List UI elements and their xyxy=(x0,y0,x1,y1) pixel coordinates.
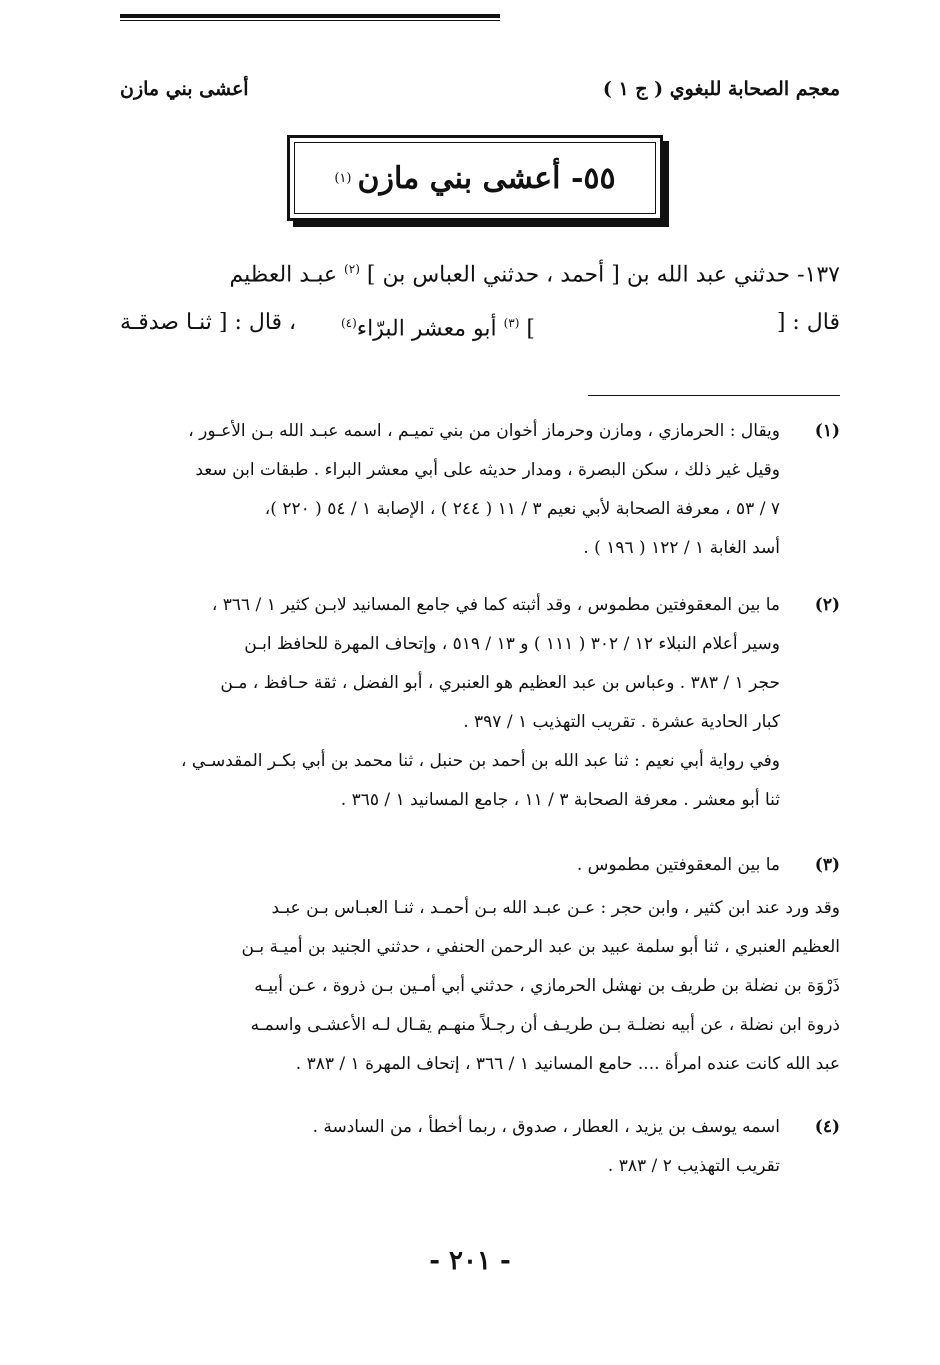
footnote-1-line: أسد الغابة ١ / ١٢٢ ( ١٩٦ ) . xyxy=(583,538,780,558)
footnote-2-line: ثنا أبو معشر . معرفة الصحابة ٣ / ١١ ، جامع المسانيد ١ / ٣٦٥ . xyxy=(340,790,780,810)
hadith-line-2-a: قال : [ xyxy=(776,310,840,335)
hadith-note-4: (٤) xyxy=(340,316,357,330)
footnote-3-line: ما بين المعقوفتين مطموس . xyxy=(576,855,780,875)
running-header xyxy=(120,78,840,114)
footnote-4-line: اسمه يوسف بن يزيد ، العطار ، صدوق ، ربما أخطأ ، من السادسة . xyxy=(312,1117,780,1137)
footnote-3-extra-line: عبد الله كانت عنده امرأة .... حامع المسانيد ١ / ٣٦٦ ، إتحاف المهرة ١ / ٣٨٣ . xyxy=(295,1054,840,1074)
footnote-1-line: وقيل غير ذلك ، سكن البصرة ، ومدار حديثه على أبي معشر البراء . طبقات ابن سعد xyxy=(195,460,780,480)
footnote-3-extra-line: وقد ورد عند ابن كثير ، وابن حجر : عـن عبـد الله بـن أحمـد ، ثنـا العبـاس بـن عبـد xyxy=(271,898,840,918)
footnote-1-line: ويقال : الحرمازي ، ومازن وحرماز أخوان من بني تميـم ، اسمه عبـد الله بـن الأعـور ، xyxy=(188,421,780,441)
footnote-2-line: حجر ١ / ٣٨٣ . وعباس بن عبد العظيم هو العنبري ، أبو الفضل ، ثقة حـافظ ، مـن xyxy=(220,673,780,693)
hadith-note-2: (٢) xyxy=(344,262,360,276)
footnote-4-line: تقريب التهذيب ٢ / ٣٨٣ . xyxy=(607,1156,780,1176)
footnote-2-line: ما بين المعقوفتين مطموس ، وقد أثبته كما في جامع المسانيد لابـن كثير ١ / ٣٦٦ ، xyxy=(211,595,780,615)
header-chapter-title: أعشى بني مازن xyxy=(120,78,249,100)
entry-title-box xyxy=(287,135,663,221)
footnote-3-extra-line: العظيم العنبري ، ثنا أبو سلمة عبيد بن عبد الرحمن الحنفي ، حدثني الجنيد بن أميـة بـن xyxy=(241,937,840,957)
hadith-line-2-bracket: ] xyxy=(519,316,535,342)
footnote-3-extra-line: ذَرْوَة بن نضلة بن طريف بن نهشل الحرمازي ، حدثني أبي أمـين بـن ذروة ، عـن أبيـه xyxy=(254,976,840,996)
footnote-2-line: وسير أعلام النبلاء ١٢ / ٣٠٢ ( ١١١ ) و ١٣ / ٥١٩ ، وإتحاف المهرة للحافظ ابـن xyxy=(244,634,780,654)
footnote-1-line: ٧ / ٥٣ ، معرفة الصحابة لأبي نعيم ٣ / ١١ ( ٢٤٤ ) ، الإصابة ١ / ٥٤ ( ٢٢٠ )، xyxy=(264,499,780,519)
hadith-line-1-a: ١٣٧- حدثني عبد الله بن [ أحمد ، حدثني العباس بن ] xyxy=(366,262,840,288)
hadith-line-2-c: ، قال : [ ثنـا صدقـة xyxy=(120,310,297,335)
header-rule-thin xyxy=(120,20,500,21)
footnote-4-number: (٤) xyxy=(814,1117,840,1137)
footnote-3-number: (٣) xyxy=(814,855,840,875)
hadith-note-3: (٣) xyxy=(503,316,520,330)
footnote-separator xyxy=(588,395,840,396)
hadith-line-1 xyxy=(120,242,840,302)
footnote-1-number: (١) xyxy=(814,421,840,441)
hadith-line-2-b xyxy=(341,296,535,356)
footnote-3 xyxy=(120,846,840,885)
footnote-2-line: وفي رواية أبي نعيم : ثنا عبد الله بن أحمد بن حنبل ، ثنا محمد بن أبي بكـر المقدسـي ، xyxy=(180,751,780,771)
entry-title xyxy=(294,142,656,214)
hadith-line-1-b: عبـد العظيم xyxy=(229,262,338,288)
header-rule xyxy=(120,14,500,18)
page-number: - ٢٠١ - xyxy=(429,1246,511,1276)
hadith-line-2-name: أبو معشر البرّاء xyxy=(356,316,497,342)
footnote-2-number: (٢) xyxy=(814,595,840,615)
entry-title-text: ٥٥- أعشى بني مازن xyxy=(357,160,616,196)
footnote-3-continuation xyxy=(120,889,840,1084)
footnote-4 xyxy=(120,1108,840,1186)
footnote-2 xyxy=(120,586,840,820)
footnote-3-extra-line: ذروة ابن نضلة ، عن أبيه نضلـة بـن طريـف أن رجـلاً منهـم يقـال لـه الأعشـى واسمـه xyxy=(250,1015,840,1035)
entry-title-note: (١) xyxy=(334,170,352,186)
footnote-1 xyxy=(120,412,840,568)
header-book-title: معجم الصحابة للبغوي ( ج ١ ) xyxy=(602,78,840,100)
footnote-2-line: كبار الحادية عشرة . تقريب التهذيب ١ / ٣٩٧ . xyxy=(463,712,780,732)
